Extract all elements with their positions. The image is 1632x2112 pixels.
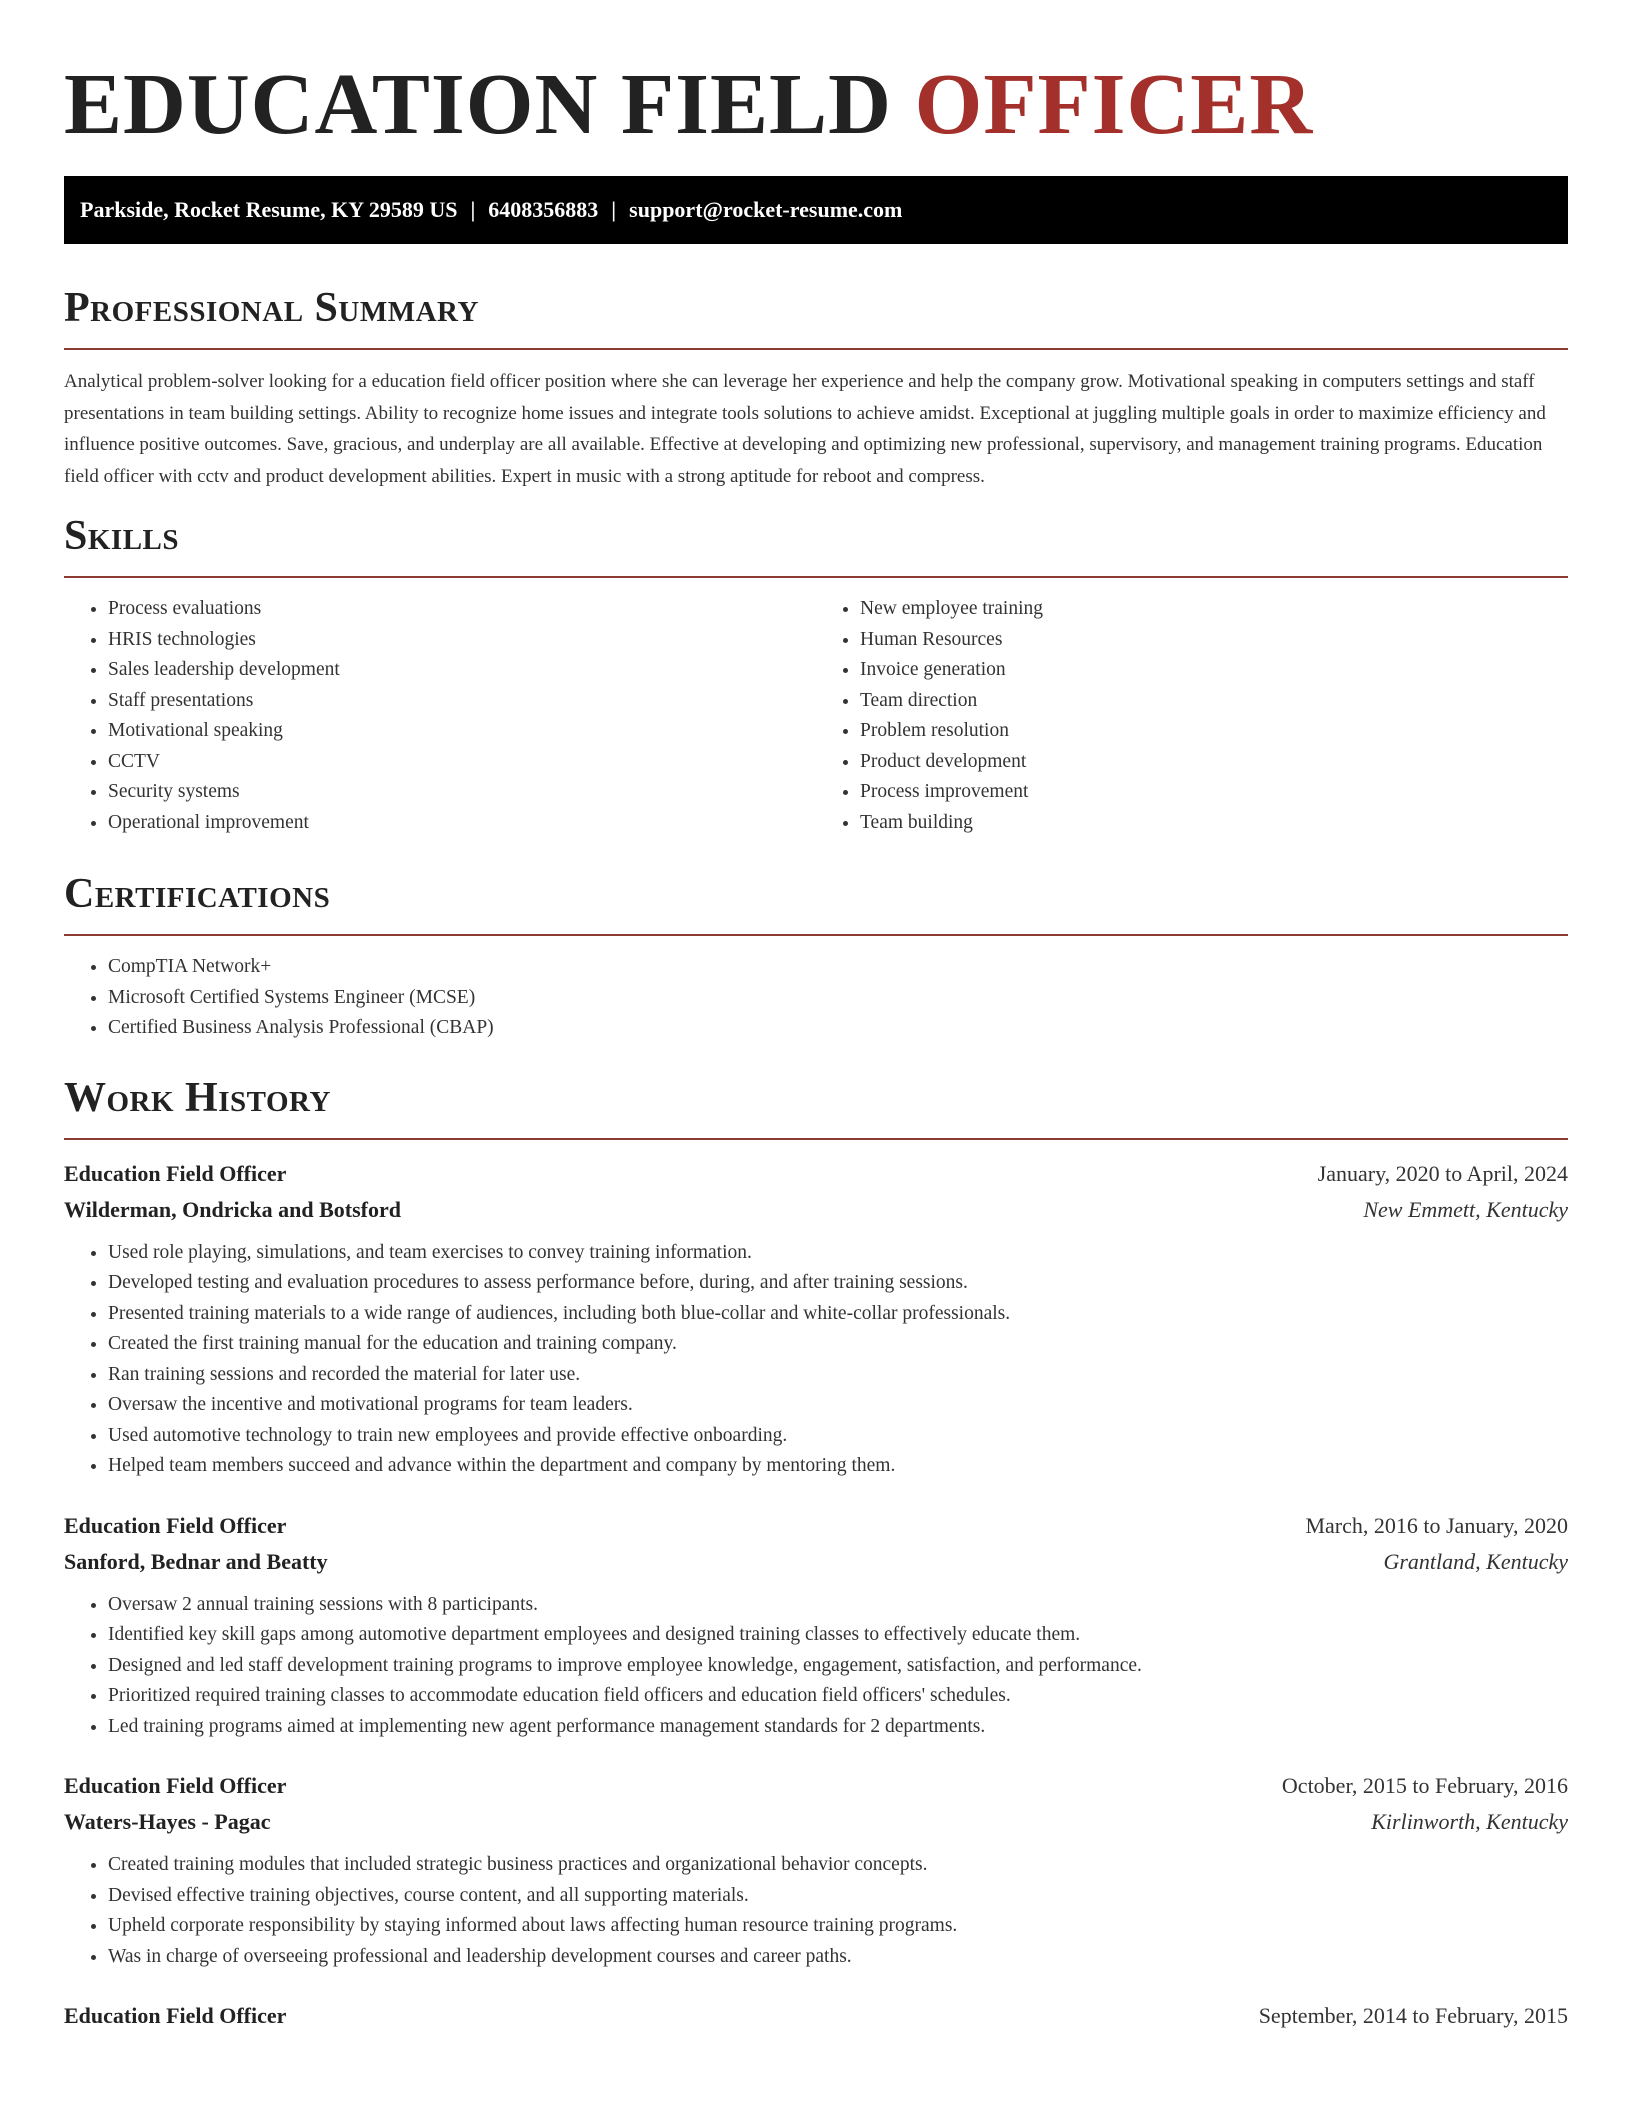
skill-item: • Problem resolution xyxy=(860,716,1568,747)
contact-separator: | xyxy=(611,197,617,222)
skill-item: • Staff presentations xyxy=(108,686,816,717)
skill-item: • Team direction xyxy=(860,686,1568,717)
contact-email: support@rocket-resume.com xyxy=(629,197,903,222)
skill-item: • Product development xyxy=(860,747,1568,778)
job-company-row xyxy=(64,1804,1568,1840)
job-entry xyxy=(64,1998,1568,2034)
job-duty-item: • Was in charge of overseeing professional and leadership development courses and career paths. xyxy=(108,1942,1568,1973)
job-duty-item: • Presented training materials to a wide range of audiences, including both blue-collar and white-collar professionals. xyxy=(108,1299,1568,1330)
contact-separator: | xyxy=(470,197,476,222)
work-history-title: Work History xyxy=(64,1074,331,1121)
job-duty-item: • Prioritized required training classes to accommodate education field officers and education field officers' schedules. xyxy=(108,1681,1568,1712)
certifications-list xyxy=(64,952,1568,1044)
job-duty-item: • Used role playing, simulations, and team exercises to convey training information. xyxy=(108,1238,1568,1269)
skills-list-left xyxy=(64,594,816,838)
job-location: New Emmett, Kentucky xyxy=(1363,1196,1568,1222)
section-divider xyxy=(64,348,1568,350)
section-divider xyxy=(64,576,1568,578)
job-duties-list xyxy=(64,1590,1568,1743)
job-duty-item: • Designed and led staff development training programs to improve employee knowledge, engagement, satisfaction, and performance. xyxy=(108,1651,1568,1682)
job-duty-item: • Upheld corporate responsibility by staying informed about laws affecting human resource training programs. xyxy=(108,1911,1568,1942)
contact-phone: 6408356883 xyxy=(488,197,599,222)
name-main: EDUCATION FIELD xyxy=(64,55,915,152)
job-header-row xyxy=(64,1768,1568,1804)
section-divider xyxy=(64,1138,1568,1140)
certifications-title: Certifications xyxy=(64,871,331,917)
contact-address: Parkside, Rocket Resume, KY 29589 US xyxy=(80,197,458,222)
job-title: Education Field Officer xyxy=(64,1512,287,1538)
certification-item: • CompTIA Network+ xyxy=(108,952,1568,983)
skill-item: • Invoice generation xyxy=(860,655,1568,686)
skill-item: • Motivational speaking xyxy=(108,716,816,747)
skill-item: • Sales leadership development xyxy=(108,655,816,686)
skill-item: • New employee training xyxy=(860,594,1568,625)
skill-item: • Human Resources xyxy=(860,625,1568,656)
skill-item: • Team building xyxy=(860,808,1568,839)
skills-list-right xyxy=(816,594,1568,838)
certification-item: • Microsoft Certified Systems Engineer (MCSE) xyxy=(108,983,1568,1014)
skills-grid xyxy=(64,594,1568,838)
summary-text: Analytical problem-solver looking for a education field officer position where she can leverage her experience and help the company grow. Motivational speaking in computers settings and staff presentations in team building settings. Ability to recognize home issues and integrate tools solutions to achieve amidst. Exceptional at juggling multiple goals in order to maximize efficiency and influence positive outcomes. Save, gracious, and underplay are all available. Effective at developing and optimizing new professional, supervisory, and management training programs. Education field officer with cctv and product development abilities. Expert in music with a strong aptitude for reboot and compress. xyxy=(64,371,1546,487)
job-duty-item: • Oversaw the incentive and motivational programs for team leaders. xyxy=(108,1390,1568,1421)
job-title: Education Field Officer xyxy=(64,1773,287,1798)
skill-item: • CCTV xyxy=(108,747,816,778)
job-duty-item: • Identified key skill gaps among automotive department employees and designed training classes to effectively educate them. xyxy=(108,1620,1568,1651)
section-divider xyxy=(64,934,1568,936)
job-duties-list xyxy=(64,1238,1568,1482)
job-title: Education Field Officer xyxy=(64,2003,287,2028)
job-duty-item: • Oversaw 2 annual training sessions with 8 participants. xyxy=(108,1590,1568,1621)
skills-section xyxy=(64,514,1568,838)
job-title: Education Field Officer xyxy=(64,1160,287,1186)
job-dates: March, 2016 to January, 2020 xyxy=(1305,1512,1568,1538)
job-duty-item: • Ran training sessions and recorded the material for later use. xyxy=(108,1360,1568,1391)
job-duty-item: • Led training programs aimed at implementing new agent performance management standards for 2 departments. xyxy=(108,1712,1568,1743)
job-duty-item: • Devised effective training objectives, course content, and all supporting materials. xyxy=(108,1881,1568,1912)
skills-title: Skills xyxy=(64,513,180,559)
job-company: Waters-Hayes - Pagac xyxy=(64,1809,271,1834)
job-duties-list xyxy=(64,1850,1568,1972)
certifications-section xyxy=(64,872,1568,1044)
work-history-section xyxy=(64,1076,1568,2035)
job-dates: September, 2014 to February, 2015 xyxy=(1258,2003,1568,2028)
job-header-row xyxy=(64,1508,1568,1544)
job-company-row xyxy=(64,1192,1568,1228)
job-duty-item: • Helped team members succeed and advance within the department and company by mentoring them. xyxy=(108,1451,1568,1482)
skill-item: • Process evaluations xyxy=(108,594,816,625)
summary-section xyxy=(64,286,1568,492)
job-duty-item: • Created the first training manual for the education and training company. xyxy=(108,1329,1568,1360)
contact-bar xyxy=(64,176,1568,244)
job-duty-item: • Used automotive technology to train new employees and provide effective onboarding. xyxy=(108,1421,1568,1452)
resume-name xyxy=(64,54,1568,154)
job-company-row xyxy=(64,1544,1568,1580)
job-duty-item: • Developed testing and evaluation procedures to assess performance before, during, and after training sessions. xyxy=(108,1268,1568,1299)
skill-item: • Operational improvement xyxy=(108,808,816,839)
summary-title: Professional Summary xyxy=(64,285,479,331)
name-accent: OFFICER xyxy=(914,55,1314,152)
skill-item: • Security systems xyxy=(108,777,816,808)
job-header-row xyxy=(64,1998,1568,2034)
job-entry xyxy=(64,1156,1568,1482)
job-location: Grantland, Kentucky xyxy=(1383,1548,1568,1574)
skill-item: • Process improvement xyxy=(860,777,1568,808)
job-entry xyxy=(64,1508,1568,1743)
job-header-row xyxy=(64,1156,1568,1192)
job-dates: October, 2015 to February, 2016 xyxy=(1281,1773,1568,1798)
job-entry xyxy=(64,1768,1568,1972)
job-company: Sanford, Bednar and Beatty xyxy=(64,1548,328,1574)
certification-item: • Certified Business Analysis Professional (CBAP) xyxy=(108,1013,1568,1044)
job-duty-item: • Created training modules that included strategic business practices and organizational behavior concepts. xyxy=(108,1850,1568,1881)
job-location: Kirlinworth, Kentucky xyxy=(1371,1809,1568,1834)
skill-item: • HRIS technologies xyxy=(108,625,816,656)
job-dates: January, 2020 to April, 2024 xyxy=(1317,1160,1568,1186)
job-company: Wilderman, Ondricka and Botsford xyxy=(64,1196,401,1222)
